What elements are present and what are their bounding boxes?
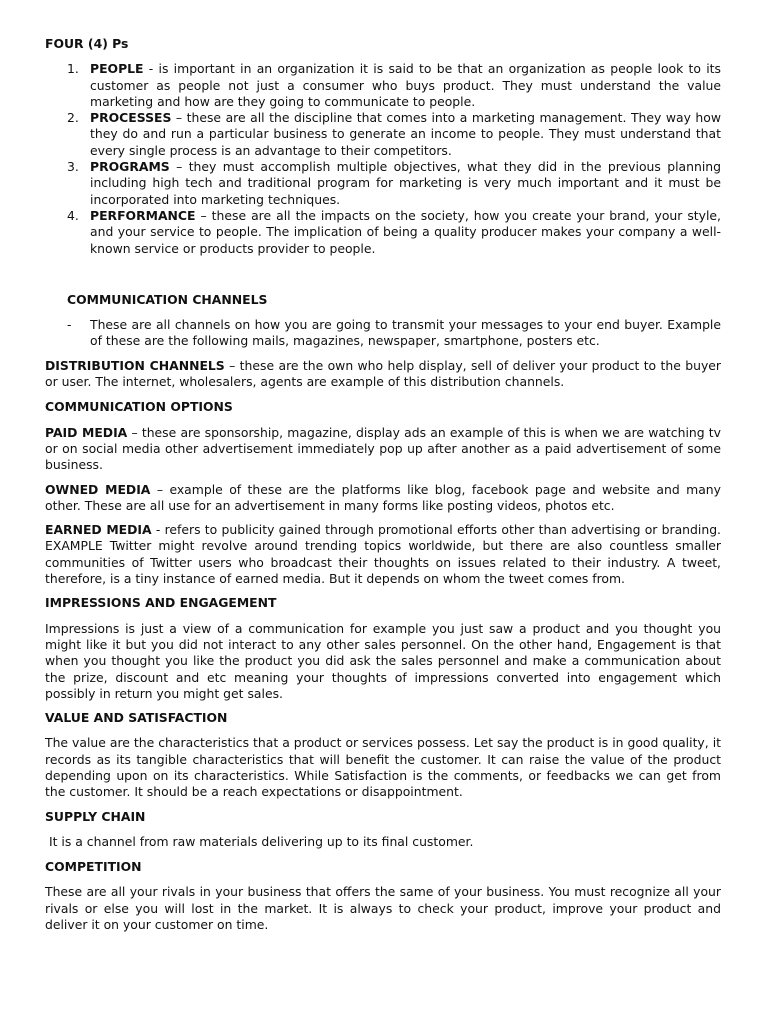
- impressions-paragraph: Impressions is just a view of a communication for example you just saw a product and you thought you might like it but you did not interact to any other sales personnel. On the other hand, Engagement is that when you thought you like the product you did ask the sales personnel and make a communication about the prize, discount and etc meaning your thoughts of impressions converted into engagement which possibly in return you might get sales.: [45, 620, 721, 701]
- term-people: PEOPLE: [90, 61, 144, 77]
- definition-text: - refers to publicity gained through promotional efforts other than advertising or branding. EXAMPLE Twitter might revolve around trending topics worldwide, but there are also countless smaller communities of Twitter users who broadcast their thoughts on issues related to their industry. A tweet, therefore, is a tiny instance of earned media. But it depends on whom the tweet comes from.: [45, 522, 721, 587]
- impressions-heading: IMPRESSIONS AND ENGAGEMENT: [45, 595, 277, 611]
- value-satisfaction-heading: VALUE AND SATISFACTION: [45, 710, 228, 726]
- list-number: 4.: [67, 207, 79, 223]
- competition-heading: COMPETITION: [45, 859, 142, 875]
- paid-media-paragraph: [45, 425, 721, 474]
- list-number: 2.: [67, 110, 79, 126]
- list-number: 1.: [67, 61, 79, 77]
- list-item: [45, 110, 721, 159]
- list-number: 3.: [67, 159, 79, 175]
- list-item: [45, 159, 721, 208]
- four-ps-heading: FOUR (4) Ps: [45, 36, 129, 51]
- value-satisfaction-paragraph: The value are the characteristics that a product or services possess. Let say the product is in good quality, it records as its tangible characteristics that will benefit the customer. It can raise the value of the product depending upon on its characteristics. While Satisfaction is the comments, or feedbacks we can get from the customer. It should be a reach expectations or disappointment.: [45, 735, 721, 800]
- distribution-channels-paragraph: [45, 358, 721, 391]
- definition-text: – these are sponsorship, magazine, display ads an example of this is when we are watching tv or on social media other advertisement immediately pop up after another as a paid advertisement of some business.: [45, 424, 721, 473]
- communication-channels-heading: COMMUNICATION CHANNELS: [67, 291, 268, 307]
- competition-paragraph: These are all your rivals in your business that offers the same of your business. You must recognize all your rivals or else you will lost in the market. It is always to check your product, improve your product and deliver it on your customer on time.: [45, 884, 721, 933]
- communication-channels-text: These are all channels on how you are going to transmit your messages to your end buyer. Example of these are the following mails, magazines, newspaper, smartphone, posters etc.: [90, 317, 721, 349]
- supply-chain-paragraph: It is a channel from raw materials delivering up to its final customer.: [45, 833, 474, 849]
- definition-text: – these are all the discipline that comes into a marketing management. They way how they do and run a particular business to generate an income to people. They must understand that every single process is an advantage to their competitors.: [90, 110, 721, 158]
- definition-text: – these are all the impacts on the society, how you create your brand, your style, and your service to people. The implication of being a quality producer makes your company a well-known service or products provider to people.: [90, 207, 721, 256]
- communication-options-heading: COMMUNICATION OPTIONS: [45, 399, 233, 415]
- term-performance: PERFORMANCE: [90, 207, 196, 223]
- definition-text: - is important in an organization it is said to be that an organization as people look to its customer as people not just a consumer who buys product. They must understand the value marketing and how are they going to communicate to people.: [90, 61, 721, 109]
- list-item: [45, 208, 721, 257]
- term-distribution-channels: DISTRIBUTION CHANNELS: [45, 357, 225, 373]
- list-item: [45, 61, 721, 110]
- definition-text: – they must accomplish multiple objectives, what they did in the previous planning including high tech and traditional program for marketing is very much important and it must be incorporated into marketing techniques.: [90, 159, 721, 207]
- earned-media-paragraph: [45, 522, 721, 587]
- communication-channels-item: [45, 317, 721, 350]
- supply-chain-heading: SUPPLY CHAIN: [45, 808, 146, 824]
- definition-text: – these are the own who help display, sell of deliver your product to the buyer or user. The internet, wholesalers, agents are example of this distribution channels.: [45, 357, 721, 390]
- term-programs: PROGRAMS: [90, 159, 170, 175]
- term-owned-media: OWNED MEDIA: [45, 481, 151, 497]
- owned-media-paragraph: [45, 482, 721, 515]
- four-ps-list: [45, 61, 721, 257]
- term-processes: PROCESSES: [90, 110, 172, 126]
- document-page: [45, 36, 721, 933]
- term-paid-media: PAID MEDIA: [45, 424, 128, 440]
- dash-bullet: -: [67, 317, 72, 333]
- term-earned-media: EARNED MEDIA: [45, 522, 152, 538]
- definition-text: – example of these are the platforms like blog, facebook page and website and many other. These are all use for an advertisement in many forms like posting videos, photos etc.: [45, 481, 721, 513]
